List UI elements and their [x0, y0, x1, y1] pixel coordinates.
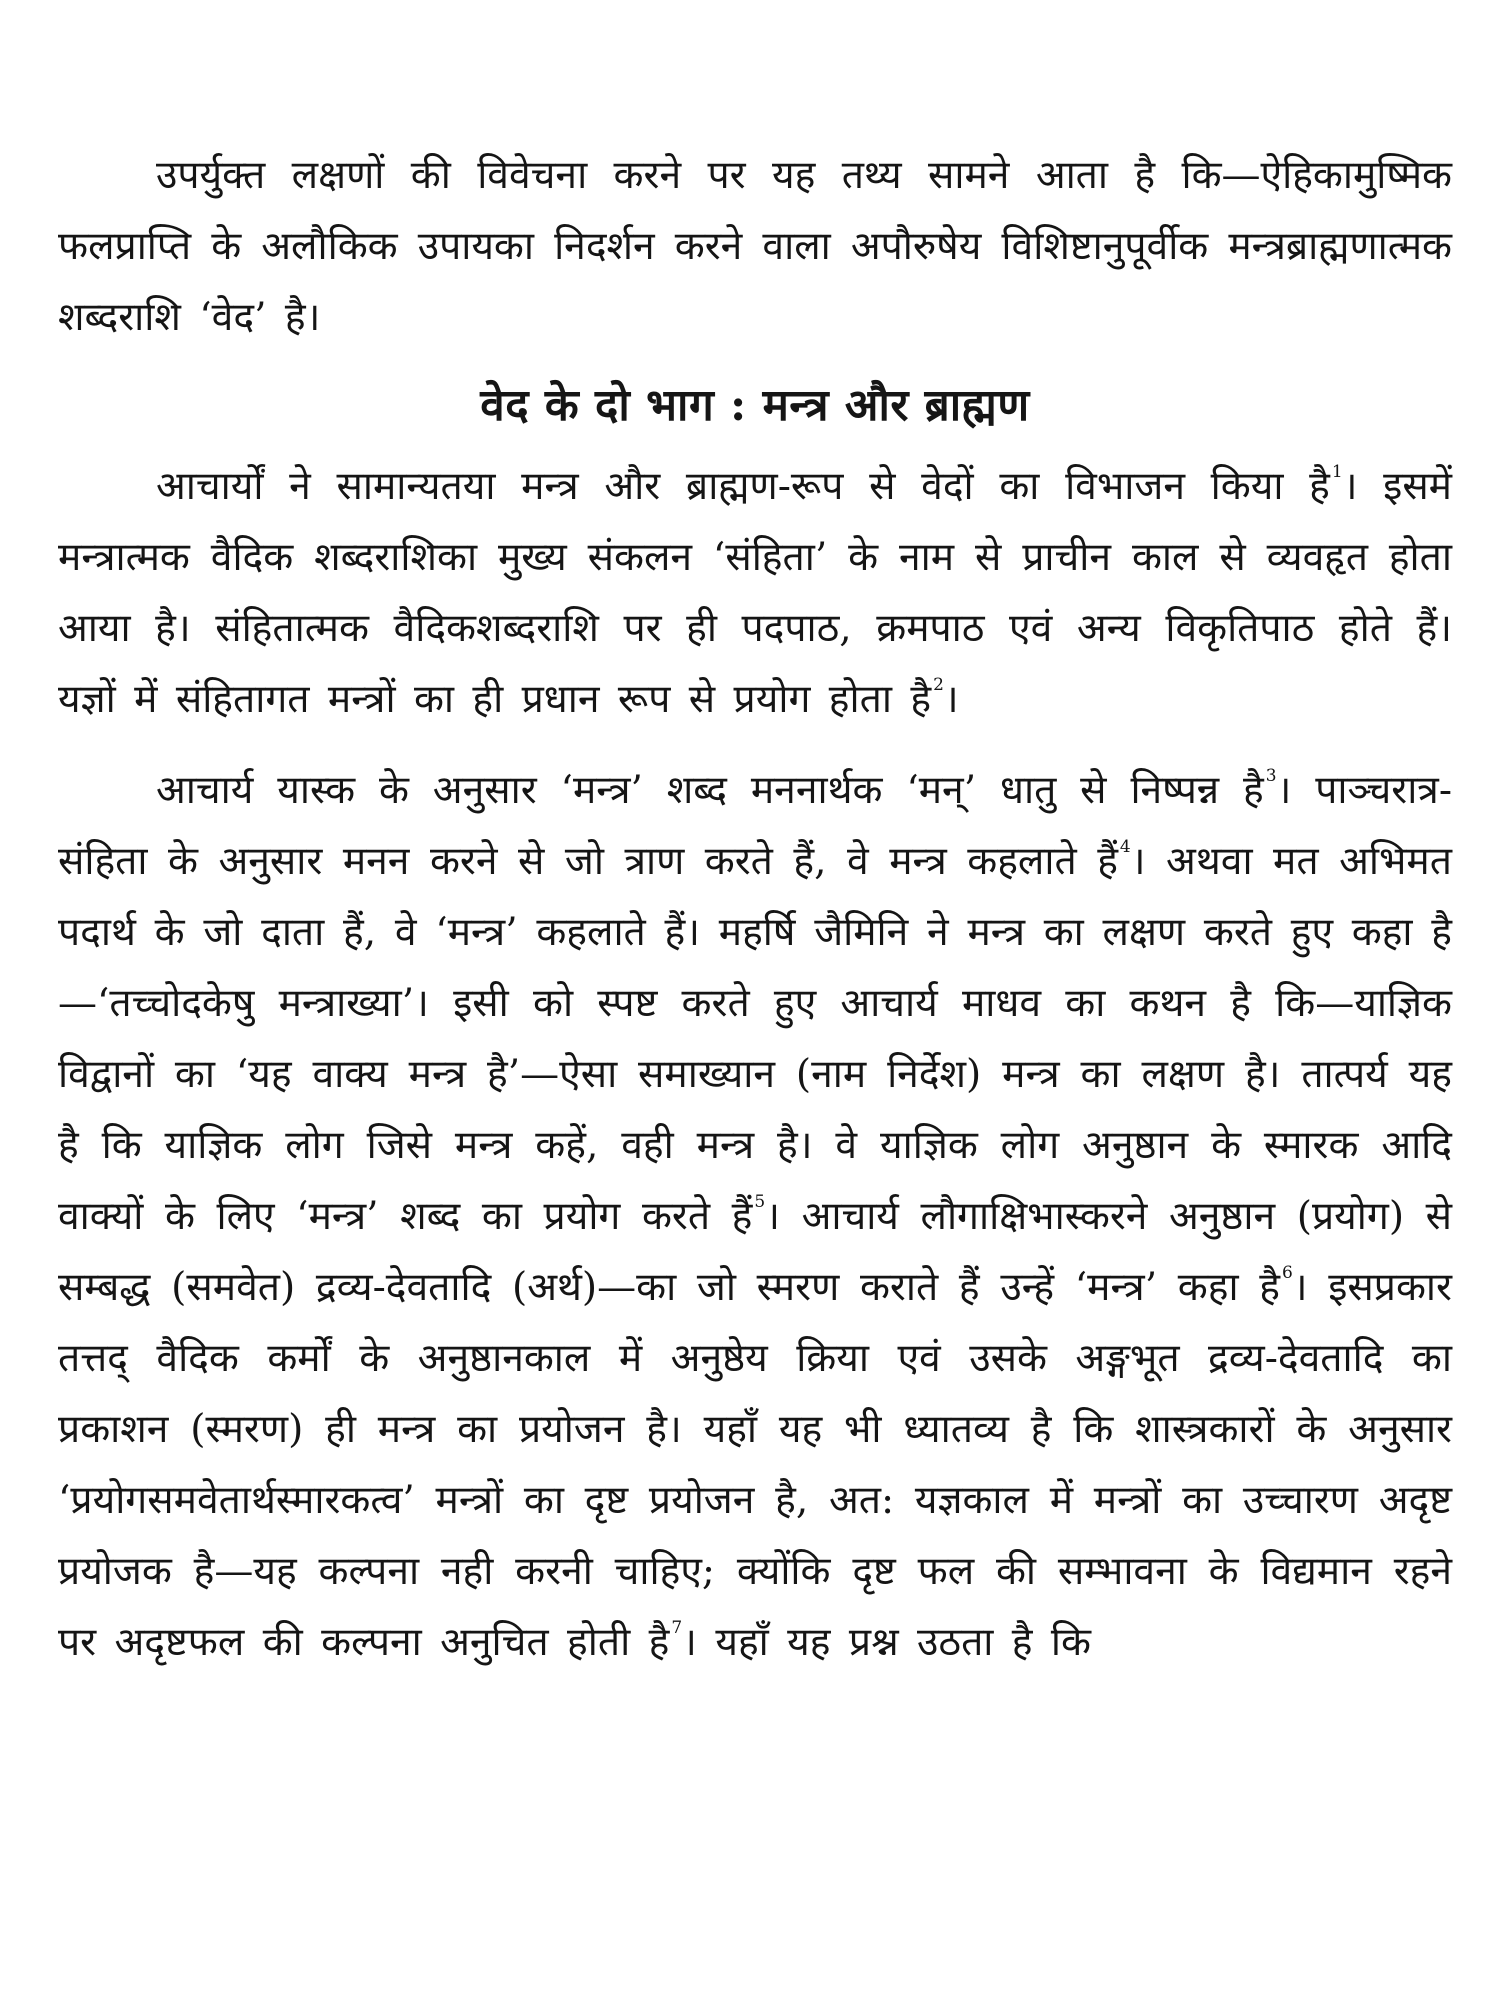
section-heading: वेद के दो भाग : मन्त्र और ब्राह्मण — [480, 380, 1030, 431]
footnote-marker: 4 — [1119, 837, 1131, 857]
text-segment: । यहाँ यह प्रश्न उठता है कि — [682, 1620, 1091, 1665]
text-segment: । आचार्य लौगाक्षिभास्करने अनुष्ठान (प्रयोग) से सम्बद्ध (समवेत) द्रव्य-देवतादि (अर्थ)—का जो स्मरण कराते हैं उन्हें ‘मन्त्र’ कहा है — [58, 1194, 1452, 1310]
text-segment: आचार्य यास्क के अनुसार ‘मन्त्र’ शब्द मननार्थक ‘मन्’ धातु से निष्पन्न है — [156, 768, 1264, 813]
text-segment: । — [943, 677, 959, 722]
footnote-marker: 6 — [1281, 1263, 1293, 1283]
footnote-marker: 1 — [1331, 462, 1343, 482]
text-segment: । इसमें मन्त्रात्मक वैदिक शब्दराशिका मुख्य संकलन ‘संहिता’ के नाम से प्राचीन काल से व्यवहृत होता आया है। संहितात्मक वैदिकशब्दराशि पर ही पदपाठ, क्रमपाठ एवं अन्य विकृतिपाठ होते हैं। यज्ञों में संहितागत मन्त्रों का ही प्रधान रूप से प्रयोग होता है — [58, 464, 1453, 722]
footnote-marker: 7 — [671, 1618, 683, 1638]
footnote-marker: 5 — [754, 1192, 766, 1212]
text-segment: । पाञ्चरात्र-संहिता के अनुसार मनन करने से जो त्राण करते हैं, वे मन्त्र कहलाते हैं — [58, 768, 1453, 884]
text-segment: । इसप्रकार तत्तद् वैदिक कर्मों के अनुष्ठानकाल में अनुष्ठेय क्रिया एवं उसके अङ्गभूत द्रव्य-देवतादि का प्रकाशन (स्मरण) ही मन्त्र का प्रयोजन है। यहाँ यह भी ध्यातव्य है कि शास्त्रकारों के अनुसार ‘प्रयोगसमवेतार्थस्मारकत्व’ मन्त्रों का दृष्ट प्रयोजन है, अत: यज्ञकाल में मन्त्रों का उच्चारण अदृष्ट प्रयोजक है—यह कल्पना नही करनी चाहिए; क्योंकि दृष्ट फल की सम्भावना के विद्यमान रहने पर अदृष्टफल की कल्पना अनुचित होती है — [58, 1265, 1452, 1665]
paragraph-mantra-meaning — [58, 755, 1452, 1678]
paragraph-veda-division — [58, 451, 1452, 735]
footnote-marker: 3 — [1265, 766, 1277, 786]
text-segment: । अथवा मत अभिमत पदार्थ के जो दाता हैं, वे ‘मन्त्र’ कहलाते हैं। महर्षि जैमिनि ने मन्त्र का लक्षण करते हुए कहा है—‘तच्चोदकेषु मन्त्राख्या’। इसी को स्पष्ट करते हुए आचार्य माधव का कथन है कि—याज्ञिक विद्वानों का ‘यह वाक्य मन्त्र है’—ऐसा समाख्यान (नाम निर्देश) मन्त्र का लक्षण है। तात्पर्य यह है कि याज्ञिक लोग जिसे मन्त्र कहें, वही मन्त्र है। वे याज्ञिक लोग अनुष्ठान के स्मारक आदि वाक्यों के लिए ‘मन्त्र’ शब्द का प्रयोग करते हैं — [58, 839, 1452, 1239]
footnote-marker: 2 — [933, 675, 944, 695]
paragraph-veda-definition — [58, 140, 1452, 353]
document-page — [58, 140, 1452, 1678]
paragraph-veda-definition-text: उपर्युक्त लक्षणों की विवेचना करने पर यह तथ्य सामने आता है कि—ऐहिकामुष्मिक फलप्राप्ति के अलौकिक उपायका निदर्शन करने वाला अपौरुषेय विशिष्टानुपूर्वीक मन्त्रब्राह्मणात्मक शब्दराशि ‘वेद’ है। — [58, 153, 1452, 340]
text-segment: आचार्यों ने सामान्यतया मन्त्र और ब्राह्मण-रूप से वेदों का विभाजन किया है — [156, 464, 1330, 509]
